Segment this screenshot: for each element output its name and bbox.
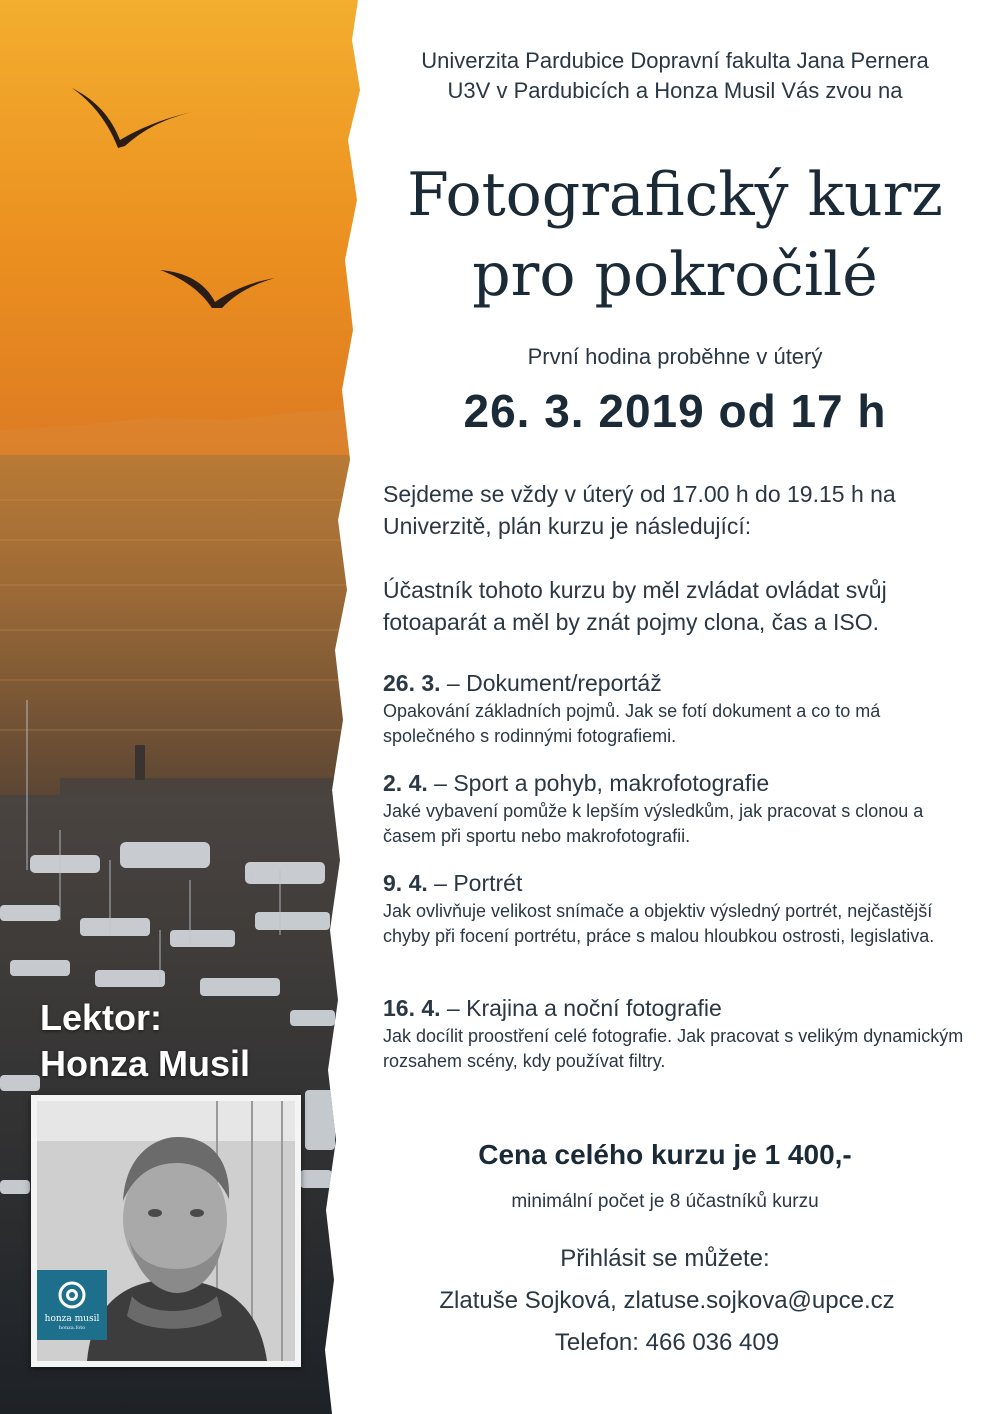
lesson-topic: – Portrét [427,870,523,896]
lesson-date: 2. 4. [383,770,428,796]
signup-label: Přihlásit se můžete: [560,1245,770,1272]
meeting-info: Sejdeme se vždy v úterý od 17.00 h do 19.15 h na Univerzitě, plán kurzu je následující: [383,481,896,539]
first-hour-note: První hodina proběhne v úterý [527,344,823,369]
lesson-item [383,668,973,749]
lesson-description: Opakování základních pojmů. Jak se fotí dokument a co to má společného s rodinnými fotografiemi. [383,701,881,746]
lesson-topic: – Sport a pohyb, makrofotografie [427,770,770,796]
logo-subtitle: honza.foto [58,1325,86,1331]
lesson-date: 26. 3. [383,670,441,696]
lesson-item [383,868,973,949]
lesson-description: Jaké vybavení pomůže k lepším výsledkům, jak pracovat s clonou a časem při sportu nebo makrofotografii. [383,801,924,846]
title-line-1: Fotografický kurz [407,160,943,230]
lesson-item [383,768,973,849]
requirements-info: Účastník tohoto kurzu by měl zvládat ovládat svůj fotoaparát a měl by znát pojmy clona, čas a ISO. [383,577,887,635]
signup-contact: Zlatuše Sojková, zlatuse.sojkova@upce.cz [439,1287,895,1314]
lecturer-caption [40,995,250,1087]
intro-line-1: Univerzita Pardubice Dopravní fakulta Jana Pernera [421,48,929,73]
course-price: Cena celého kurzu je 1 400,- [478,1139,852,1170]
course-title [370,155,980,315]
start-date: 26. 3. 2019 od 17 h [463,385,887,437]
signup-phone: Telefon: 466 036 409 [554,1329,780,1356]
lesson-topic: – Krajina a noční fotografie [440,995,722,1021]
lesson-date: 16. 4. [383,995,441,1021]
lesson-topic: – Dokument/reportáž [440,670,662,696]
lesson-description: Jak docílit proostření celé fotografie. Jak pracovat s velikým dynamickým rozsahem scény, kdy používat filtry. [383,1026,964,1071]
lesson-description: Jak ovlivňuje velikost snímače a objektiv výsledný portrét, nejčastější chyby při focení portrétu, práce s malou hloubkou ostrosti, legislativa. [383,901,935,946]
honza-musil-logo [37,1270,107,1340]
minimum-participants: minimální počet je 8 účastníků kurzu [511,1191,819,1212]
lecturer-name: Honza Musil [40,1043,251,1084]
logo-name: honza musil [44,1314,100,1324]
invitation-intro [370,46,980,106]
intro-line-2: U3V v Pardubicích a Honza Musil Vás zvou na [447,78,903,103]
lecturer-label: Lektor: [40,997,163,1038]
lesson-date: 9. 4. [383,870,428,896]
title-line-2: pro pokročilé [472,240,878,310]
eye-icon [57,1280,87,1310]
lesson-item [383,993,973,1074]
